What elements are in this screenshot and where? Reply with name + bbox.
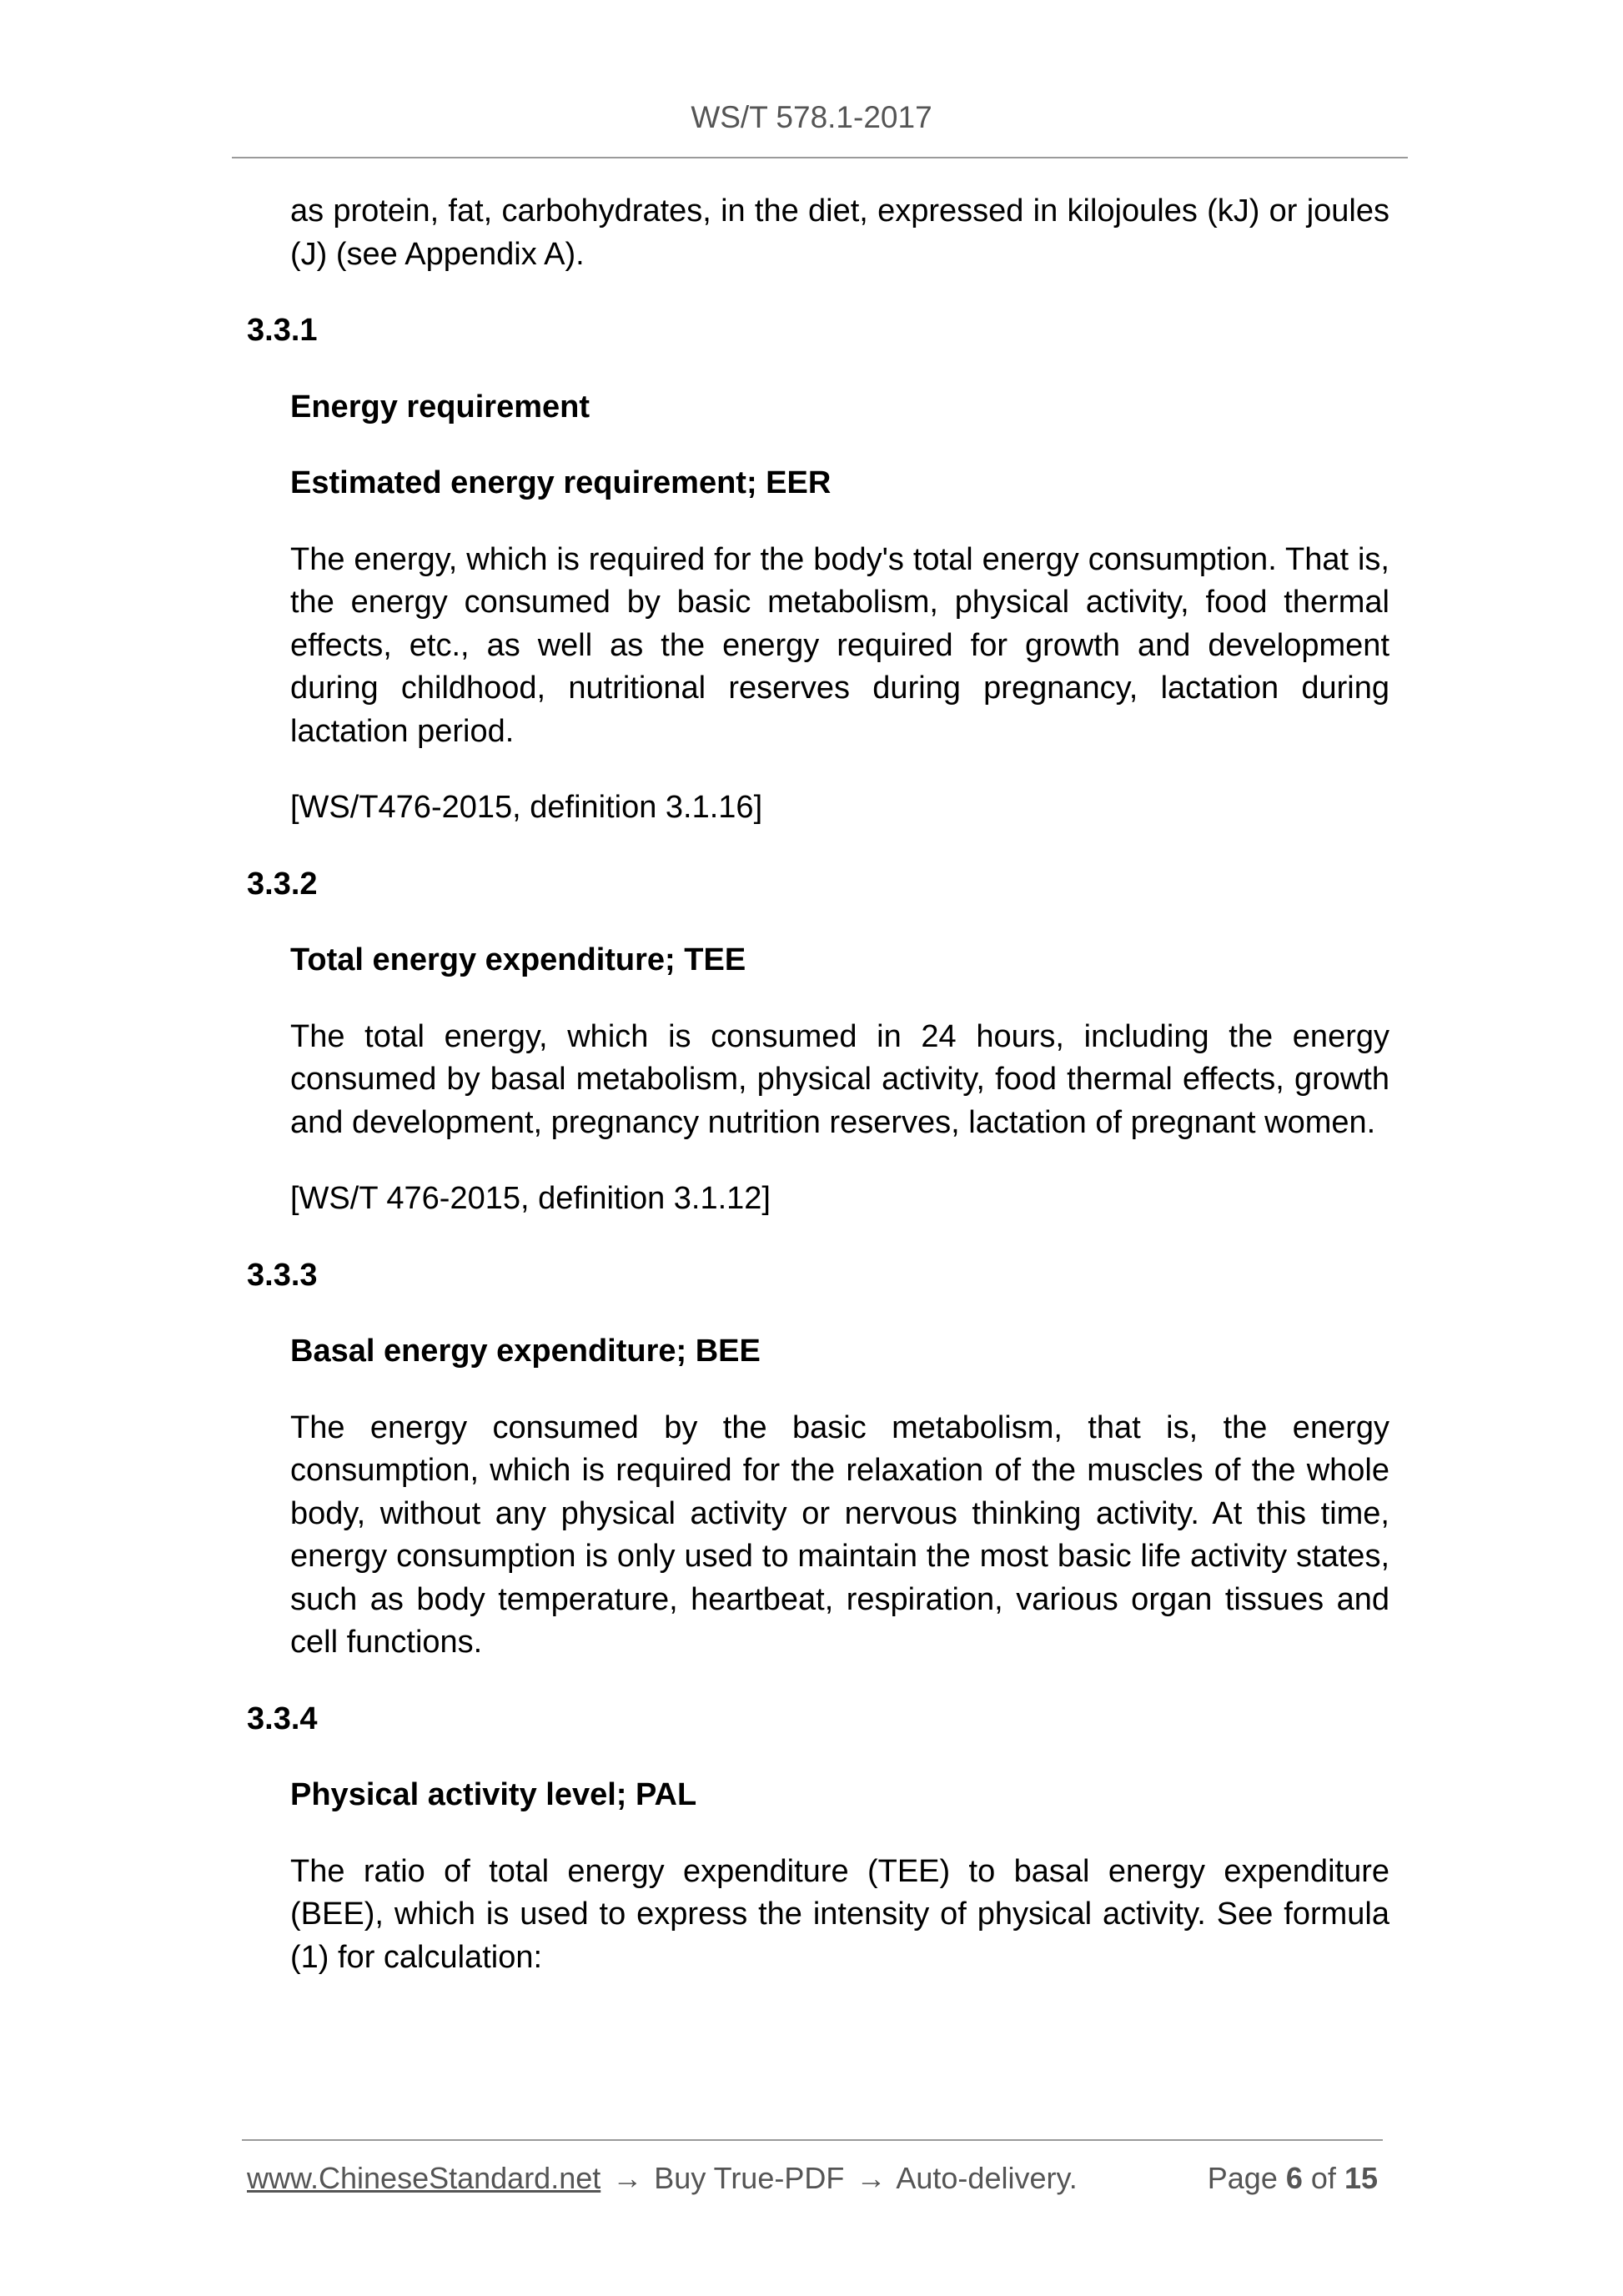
term-estimated-energy-requirement: Estimated energy requirement; EER	[290, 465, 832, 500]
footer-buy-text: Buy True-PDF	[654, 2161, 845, 2195]
section-number-3-3-4: 3.3.4	[247, 1701, 318, 1736]
page-footer	[247, 2161, 1378, 2196]
section-number-3-3-1: 3.3.1	[247, 313, 318, 348]
page-of: of	[1310, 2161, 1336, 2195]
arrow-right-icon: →	[856, 2161, 887, 2195]
footer-delivery-text: Auto-delivery.	[896, 2161, 1078, 2195]
document-header-title: WS/T 578.1-2017	[691, 100, 932, 134]
definition-3-3-2: The total energy, which is consumed in 24 hours, including the energy consumed by basal metabolism, physical activity, food thermal effects, growth and development, pregnancy nutrition reserves, lactation of pregnant women.	[290, 1018, 1389, 1140]
intro-paragraph: as protein, fat, carbohydrates, in the diet, expressed in kilojoules (kJ) or joules (J) (see Appendix A).	[290, 193, 1389, 272]
reference-3-3-1: [WS/T476-2015, definition 3.1.16]	[290, 790, 763, 825]
definition-3-3-4: The ratio of total energy expenditure (TEE) to basal energy expenditure (BEE), which is used to express the intensity of physical activity. See formula (1) for calculation:	[290, 1853, 1389, 1975]
definition-3-3-1: The energy, which is required for the body's total energy consumption. That is, the energy consumed by basic metabolism, physical activity, food thermal effects, etc., as well as the energy required for growth and development during childhood, nutritional reserves during pregnancy, lactation during lactation period.	[290, 541, 1389, 749]
page-total: 15	[1344, 2161, 1378, 2195]
chinesestandard-link[interactable]: www.ChineseStandard.net	[247, 2161, 601, 2195]
page-indicator	[1208, 2161, 1378, 2196]
section-number-3-3-2: 3.3.2	[247, 866, 318, 902]
reference-3-3-2: [WS/T 476-2015, definition 3.1.12]	[290, 1181, 771, 1216]
page-current: 6	[1285, 2161, 1303, 2195]
section-number-3-3-3: 3.3.3	[247, 1257, 318, 1293]
definition-3-3-3: The energy consumed by the basic metabolism, that is, the energy consumption, which is required for the relaxation of the muscles of the whole body, without any physical activity or nervous thinking activity. At this time, energy consumption is only used to maintain the most basic life activity states, such as body temperature, heartbeat, respiration, various organ tissues and cell functions.	[290, 1409, 1389, 1660]
term-physical-activity-level: Physical activity level; PAL	[290, 1777, 697, 1812]
footer-divider	[242, 2139, 1383, 2141]
footer-promo	[247, 2161, 1078, 2196]
term-basal-energy-expenditure: Basal energy expenditure; BEE	[290, 1334, 761, 1369]
arrow-right-icon: →	[612, 2161, 643, 2195]
term-total-energy-expenditure: Total energy expenditure; TEE	[290, 942, 746, 977]
header-divider	[232, 157, 1408, 158]
document-body	[247, 190, 1389, 2012]
page-label: Page	[1207, 2161, 1278, 2195]
term-energy-requirement: Energy requirement	[290, 389, 590, 425]
